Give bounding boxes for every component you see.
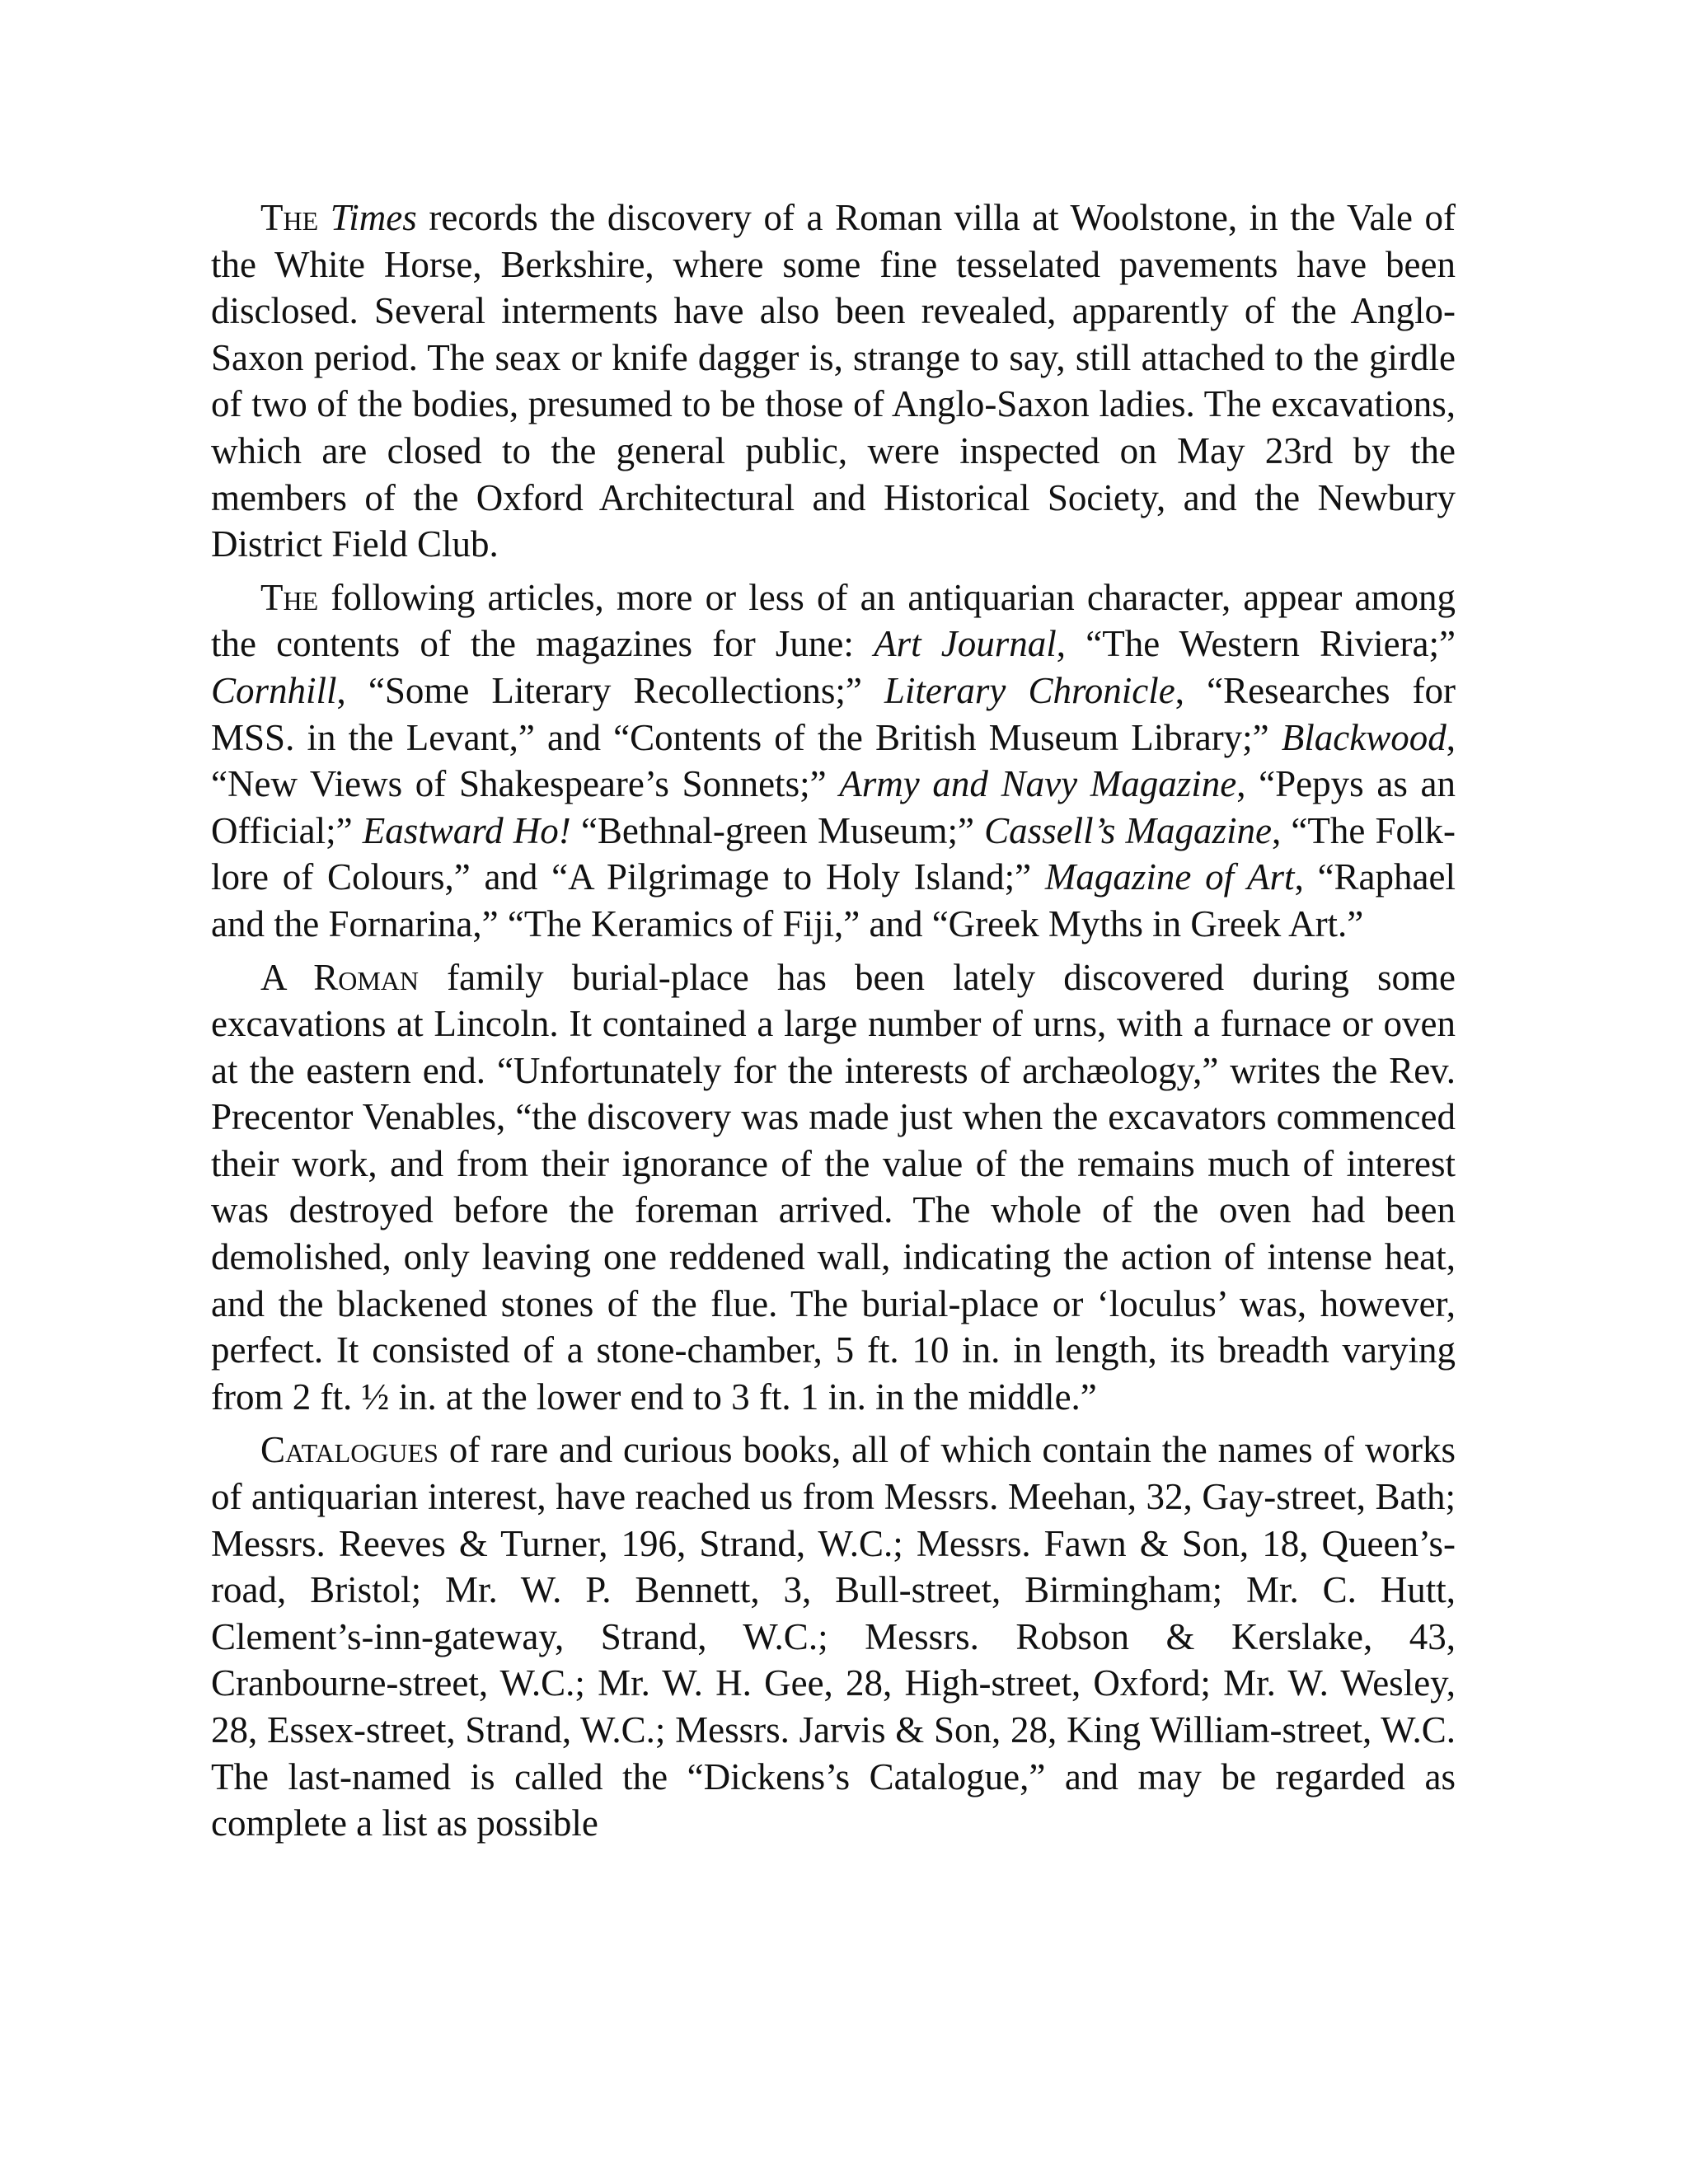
text-run: , “The Western Riviera;” — [1056, 623, 1456, 665]
paragraph-catalogues — [211, 1427, 1456, 1846]
lead-word: The — [260, 576, 319, 618]
text-run: , “Raphael and the Fornarina,” “The Keramics of Fiji,” and “Greek Myths in Greek Art.” — [211, 856, 1456, 944]
text-run — [318, 197, 331, 238]
text-run: , “The Folk-lore of Colours,” and “A Pilgrimage to Holy Island;” — [211, 809, 1456, 898]
text-run: , “New Views of Shakespeare’s Sonnets;” — [211, 716, 1456, 805]
paragraph-magazine-articles — [211, 574, 1456, 948]
page-body — [211, 194, 1456, 1854]
italic-title: Art Journal — [874, 623, 1057, 665]
paragraph-roman-burial — [211, 954, 1456, 1421]
lead-word: Roman — [313, 956, 419, 998]
text-run: , “Some Literary Recollections;” — [336, 669, 884, 711]
text-run: family burial-place has been lately discovered during some excavations at Lincoln. It contained a large number of urns, with a furnace or oven at the eastern end. “Unfortunately for the interests of archæology,” writes the Rev. Precentor Venables, “the discovery was made just when the excavators commenced their work, and from their ignorance of the value of the remains much of interest was destroyed before the foreman arrived. The whole of the oven had been demolished, only leaving one reddened wall, indicating the action of intense heat, and the blackened stones of the flue. The burial-place or ‘loculus’ was, however, perfect. It consisted of a stone-chamber, 5 ft. 10 in. in length, its breadth varying from 2 ft. ½ in. at the lower end to 3 ft. 1 in. in the middle.” — [211, 956, 1456, 1418]
text-run: , “Pepys as an Official;” — [211, 763, 1456, 851]
italic-title: Cassell’s Magazine — [984, 809, 1272, 851]
italic-title: Eastward Ho! — [362, 809, 571, 851]
text-run: following articles, more or less of an antiquarian character, appear among the contents of the magazines for June: — [211, 576, 1456, 665]
text-run: A — [260, 956, 314, 998]
text-run: , “Researches for MSS. in the Levant,” and “Contents of the British Museum Library;” — [211, 669, 1456, 758]
paragraph-times-villa — [211, 194, 1456, 568]
italic-title: Literary Chronicle — [884, 669, 1175, 711]
italic-title: Magazine of Art — [1044, 856, 1295, 898]
italic-title: Cornhill — [211, 669, 337, 711]
italic-title: Times — [330, 197, 417, 238]
italic-title: Army and Navy Magazine — [839, 763, 1237, 805]
text-run: of rare and curious books, all of which contain the names of works of antiquarian interest, have reached us from Messrs. Meehan, 32, Gay-street, Bath; Messrs. Reeves & Turner, 196, Strand, W.C.; Messrs. Fawn & Son, 18, Queen’s-road, Bristol; Mr. W. P. Bennett, 3, Bull-street, Birmingham; Mr. C. Hutt, Clement’s-inn-gateway, Strand, W.C.; Messrs. Robson & Kerslake, 43, Cranbourne-street, W.C.; Mr. W. H. Gee, 28, High-street, Oxford; Mr. W. Wesley, 28, Essex-street, Strand, W.C.; Messrs. Jarvis & Son, 28, King William-street, W.C. The last-named is called the “Dickens’s Catalogue,” and may be regarded as complete a list as possible — [211, 1429, 1456, 1844]
lead-word: Catalogues — [260, 1429, 438, 1471]
text-run: “Bethnal-green Museum;” — [570, 809, 985, 851]
lead-word: The — [260, 197, 319, 238]
italic-title: Blackwood — [1281, 716, 1447, 758]
text-run: records the discovery of a Roman villa at Woolstone, in the Vale of the White Horse, Berkshire, where some fine tesselated pavements have been disclosed. Several interments have also been revealed, apparently of the Anglo-Saxon period. The seax or knife dagger is, strange to say, still attached to the girdle of two of the bodies, presumed to be those of Anglo-Saxon ladies. The excavations, which are closed to the general public, were inspected on May 23rd by the members of the Oxford Architectural and Historical Society, and the Newbury District Field Club. — [211, 197, 1456, 565]
